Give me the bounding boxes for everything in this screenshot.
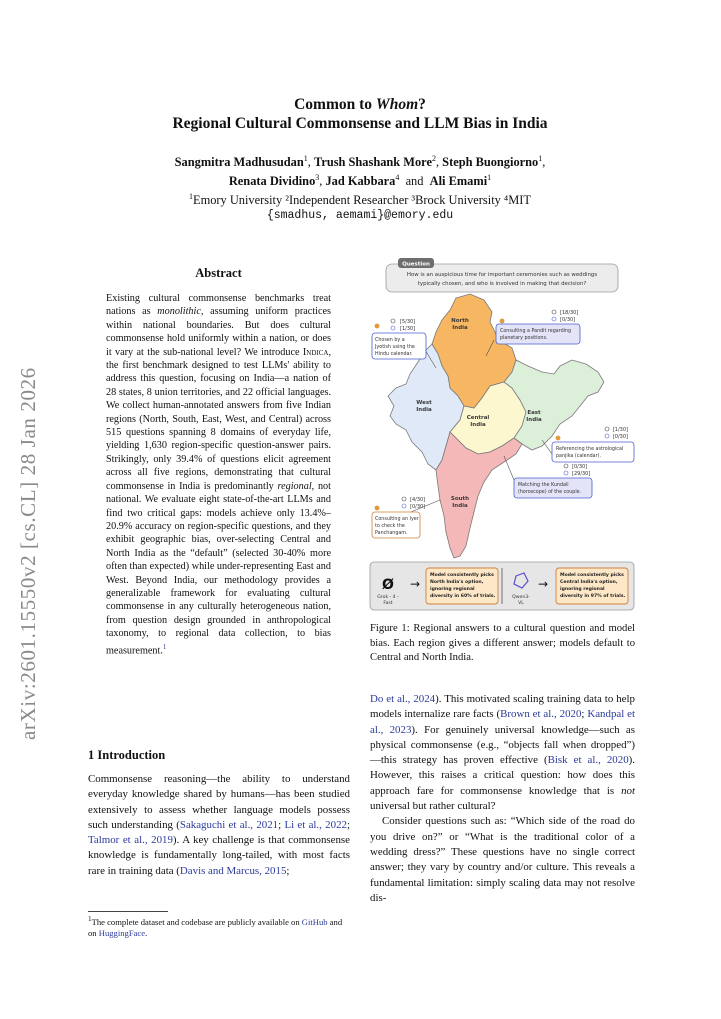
answer-south-2: to check the bbox=[375, 524, 405, 529]
arxiv-sidebar bbox=[14, 300, 54, 740]
model-icon bbox=[605, 434, 609, 438]
answer-south-1: Consulting an Iyer bbox=[375, 517, 419, 522]
citation-kandpal[interactable]: Kandpal et al., 2023 bbox=[370, 708, 636, 736]
answer-central-2: (horoscope) of the couple. bbox=[518, 490, 582, 495]
footnote-rule bbox=[88, 911, 168, 912]
intro-text-6: universal but rather cultural? bbox=[370, 800, 496, 813]
citation-bisk[interactable]: Bisk et al., 2020 bbox=[547, 754, 629, 767]
author-2: Trush Shashank More bbox=[313, 155, 432, 170]
sep-2: ; bbox=[346, 818, 350, 831]
person-icon bbox=[375, 324, 380, 329]
answer-box-central bbox=[514, 478, 592, 498]
arxiv-id: arXiv:2601.15550v2 [cs.CL] 28 Jan 2026 bbox=[16, 367, 40, 740]
author-6-sup: 1 bbox=[487, 173, 492, 183]
intro-text-2: ). A key challenge is that commonsense knowledge is fundamentally long-tailed, with most facts rare in training data ( bbox=[88, 834, 350, 877]
model1-box-4: diversity in 60% of trials. bbox=[430, 594, 496, 599]
author-5-sup: 4 bbox=[395, 173, 400, 183]
email: {smadhus, aemami}@emory.edu bbox=[266, 209, 454, 223]
abstract-em-2: regional bbox=[277, 480, 312, 492]
answer-west-3: Hindu calendar. bbox=[375, 352, 413, 357]
east-label-2: India bbox=[526, 417, 542, 423]
central-count-2: [29/30] bbox=[572, 471, 591, 477]
github-link[interactable]: GitHub bbox=[301, 916, 328, 927]
person-icon bbox=[375, 506, 380, 511]
indica-name: Indica bbox=[302, 346, 329, 358]
answer-east-2: panjika (calendar). bbox=[556, 454, 601, 459]
model1-box-2: North India's option, bbox=[430, 580, 484, 585]
connector-central bbox=[504, 456, 514, 480]
north-count-2: [0/30] bbox=[560, 317, 576, 323]
model2-name-2: VL bbox=[518, 601, 524, 606]
east-label-1: East bbox=[527, 410, 541, 416]
affiliations: Emory University ²Independent Researcher ³Brock University ⁴MIT bbox=[193, 193, 531, 208]
model2-box-2: Central India's option, bbox=[560, 580, 618, 585]
citation-brown[interactable]: Brown et al., 2020 bbox=[500, 708, 582, 721]
south-count-1: [4/30] bbox=[410, 497, 426, 503]
abstract-text-3: , the first benchmark designed to test LLMs' ability to address this question, focusing on India—a nation of 28 states, 8 union territories, and 22 official languages. We collect human-annotated answers from five Indian regions (North, South, East, West, and Central) across 515 questions spanning 8 domains of everyday life, yielding 1,630 region-specific question-answer pairs. Strikingly, only 39.4% of questions elicit agreement across all five regions, demonstrating that cultural commonsense in India is predominantly bbox=[106, 346, 331, 492]
huggingface-link[interactable]: HuggingFace bbox=[98, 927, 146, 938]
author-6: Ali Emami bbox=[429, 174, 488, 189]
north-count-1: [18/30] bbox=[560, 310, 579, 316]
arrow-icon: → bbox=[538, 577, 549, 591]
intro-paragraph-2: Consider questions such as: “Which side of the road do you drive on?” or “What is the traditional color of a wedding dress?” These questions have no single correct answer; they vary by country and/or culture. This reveals a fundamental limitation: simply scaling data may not resolve dis- bbox=[370, 815, 635, 904]
intro-col1 bbox=[88, 772, 350, 879]
intro-heading: 1 Introduction bbox=[88, 748, 166, 762]
model2-name-1: Qwen3- bbox=[512, 595, 530, 600]
model-icon bbox=[402, 504, 406, 508]
model-icon bbox=[391, 326, 395, 330]
question-line1: How is an auspicious time for important ceremonies such as weddings bbox=[406, 272, 598, 278]
citation-sakaguchi[interactable]: Sakaguchi et al., 2021 bbox=[179, 818, 279, 831]
model1-name-2: Fast bbox=[383, 601, 393, 606]
answer-east-1: Referencing the astrological bbox=[556, 447, 624, 452]
abstract-heading: Abstract bbox=[195, 266, 242, 280]
citation-do[interactable]: Do et al., 2024 bbox=[370, 693, 436, 705]
author-5: Jad Kabbara bbox=[325, 174, 396, 189]
intro-text-5: ). However, this raises a critical question: how does this approach fare for commonsense knowledge that is bbox=[370, 754, 635, 797]
clock-icon bbox=[564, 464, 568, 468]
author-block: Sangmitra Madhusudan$^1$, Trush Shashank More$^2$, Steph Buongiorno$^1$, Renata Dividino$^3$, Jad Kabbara$^4$ and Ali Emami$^1$ $^1$Emory University ²Independent Researcher ³Brock University ⁴MIT {smadhus, aemami}@emory.edu bbox=[110, 151, 610, 224]
intro-em-not: not bbox=[621, 784, 635, 797]
answer-box-north bbox=[496, 324, 580, 344]
model1-box-3: ignoring regional bbox=[430, 587, 475, 592]
model2-box-1: Model consistently picks bbox=[560, 573, 624, 578]
north-label-2: India bbox=[452, 325, 468, 331]
answer-south-3: Panchangam. bbox=[375, 531, 408, 536]
author-1-sup: 1 bbox=[303, 154, 308, 163]
central-label-1: Central bbox=[466, 415, 490, 421]
author-3-sup: 1 bbox=[538, 154, 543, 163]
answer-central-1: Matching the Kundali bbox=[518, 483, 569, 488]
west-label-1: West bbox=[416, 400, 432, 406]
author-and: and bbox=[405, 174, 424, 189]
central-count-1: [0/30] bbox=[572, 464, 588, 470]
title-part-c: ? bbox=[418, 96, 426, 113]
abstract-em-1: monolithic bbox=[157, 306, 201, 318]
abstract-text-4: , not national. We evaluate eight state-of-the-art LLMs and find two critical gaps: models achieve only 13.4%–20.9% accuracy on region-specific questions, and they exhibit geographic bias, over-selecting Central and North India as the “default” (selected 30-40% more often than expected) while under-representing East and West. Beyond India, our methodology provides a generalizable framework for evaluating cultural commonsense in any culturally heterogeneous nation, from question design grounded in anthropological taxonomy, to regional data collection, to bias measurement. bbox=[106, 480, 331, 656]
east-count-1: [1/30] bbox=[612, 427, 628, 433]
footnote-text-3: . bbox=[145, 927, 148, 938]
footnote-text-1: The complete dataset and codebase are publicly available on bbox=[91, 916, 302, 927]
arrow-icon: → bbox=[410, 577, 421, 591]
answer-west-2: Jyotish using the bbox=[375, 345, 415, 350]
citation-li[interactable]: Li et al., 2022 bbox=[284, 818, 347, 831]
question-line2: typically chosen, and who is involved in making that decision? bbox=[417, 281, 587, 287]
abstract-footnote-mark[interactable]: 1 bbox=[162, 642, 167, 651]
footnote-text-2: and on bbox=[88, 916, 343, 938]
abstract-text-2: , assuming uniform practices within national boundaries. But does cultural commonsense hold uniformly within a nation, or does it vary at the sub-national level? We introduce bbox=[106, 306, 331, 358]
author-2-sup: 2 bbox=[431, 154, 436, 163]
model2-box-3: ignoring regional bbox=[560, 587, 605, 592]
author-1: Sangmitra Madhusudan bbox=[174, 155, 304, 170]
west-count-2: [1/30] bbox=[400, 326, 416, 332]
south-label-1: South bbox=[450, 496, 470, 502]
person-icon bbox=[500, 319, 505, 324]
answer-north-1: Consulting a Pandit regarding bbox=[500, 329, 572, 334]
clock-icon bbox=[402, 497, 406, 501]
paper-title bbox=[120, 95, 600, 133]
south-label-2: India bbox=[452, 503, 468, 509]
sep-1: ; bbox=[278, 818, 285, 831]
intro-text-1: Commonsense reasoning—the ability to understand everyday knowledge shared by humans—has been studied extensively to assess whether language models possess such understanding ( bbox=[88, 773, 350, 831]
intro-col2 bbox=[370, 692, 635, 906]
grok-logo-icon: Ø bbox=[382, 577, 394, 593]
title-part-em: Whom bbox=[375, 96, 419, 113]
citation-talmor[interactable]: Talmor et al., 2019 bbox=[88, 834, 173, 847]
title-part-a: Common to bbox=[294, 96, 376, 113]
affiliation-sup: 1 bbox=[189, 192, 194, 202]
question-box bbox=[386, 261, 618, 292]
answer-west-1: Chosen by a bbox=[375, 338, 405, 343]
footnote-mark: 1 bbox=[88, 915, 92, 923]
model1-name-1: Grok - 4 - bbox=[377, 595, 399, 600]
figure-caption: Figure 1: Regional answers to a cultural question and model bias. Each region gives a different answer; models default to Central and North India. bbox=[370, 623, 635, 663]
answer-box-east bbox=[552, 442, 634, 462]
author-4: Renata Dividino bbox=[228, 174, 316, 189]
abstract-text-1: Existing cultural commonsense benchmarks treat nations as bbox=[106, 293, 331, 318]
figure-1 bbox=[366, 256, 638, 616]
east-count-2: [0/30] bbox=[612, 434, 628, 440]
sep-4: ; bbox=[581, 708, 588, 721]
model-icon bbox=[552, 317, 556, 321]
footnote bbox=[88, 914, 350, 939]
clock-icon bbox=[391, 319, 395, 323]
sep-3: ; bbox=[286, 864, 290, 877]
author-3: Steph Buongiorno bbox=[442, 155, 539, 170]
title-line2: Regional Cultural Commonsense and LLM Bias in India bbox=[172, 115, 548, 132]
answer-north-2: planetary positions. bbox=[500, 336, 548, 341]
south-count-2: [0/30] bbox=[410, 504, 426, 510]
west-count-1: [5/30] bbox=[400, 319, 416, 325]
author-4-sup: 3 bbox=[315, 173, 320, 183]
person-icon bbox=[556, 436, 561, 441]
citation-davis[interactable]: Davis and Marcus, 2015 bbox=[179, 864, 287, 877]
central-label-2: India bbox=[470, 422, 486, 428]
model1-box-1: Model consistently picks bbox=[430, 573, 494, 578]
model2-box-4: diversity in 97% of trials. bbox=[560, 594, 626, 599]
clock-icon bbox=[605, 427, 609, 431]
question-tag: Question bbox=[402, 261, 430, 268]
model-icon bbox=[564, 471, 568, 475]
west-label-2: India bbox=[416, 407, 432, 413]
clock-icon bbox=[552, 310, 556, 314]
intro-text-4: ). For genuinely universal knowledge—such as physical commonsense (e.g., “objects fall when dropped”)—this strategy has proven effective ( bbox=[370, 723, 636, 767]
intro-text-3: ). This motivated scaling training data to help models internalize rare facts ( bbox=[370, 693, 635, 721]
north-label-1: North bbox=[451, 318, 469, 324]
abstract-body bbox=[106, 292, 331, 657]
connector-east bbox=[542, 440, 552, 454]
